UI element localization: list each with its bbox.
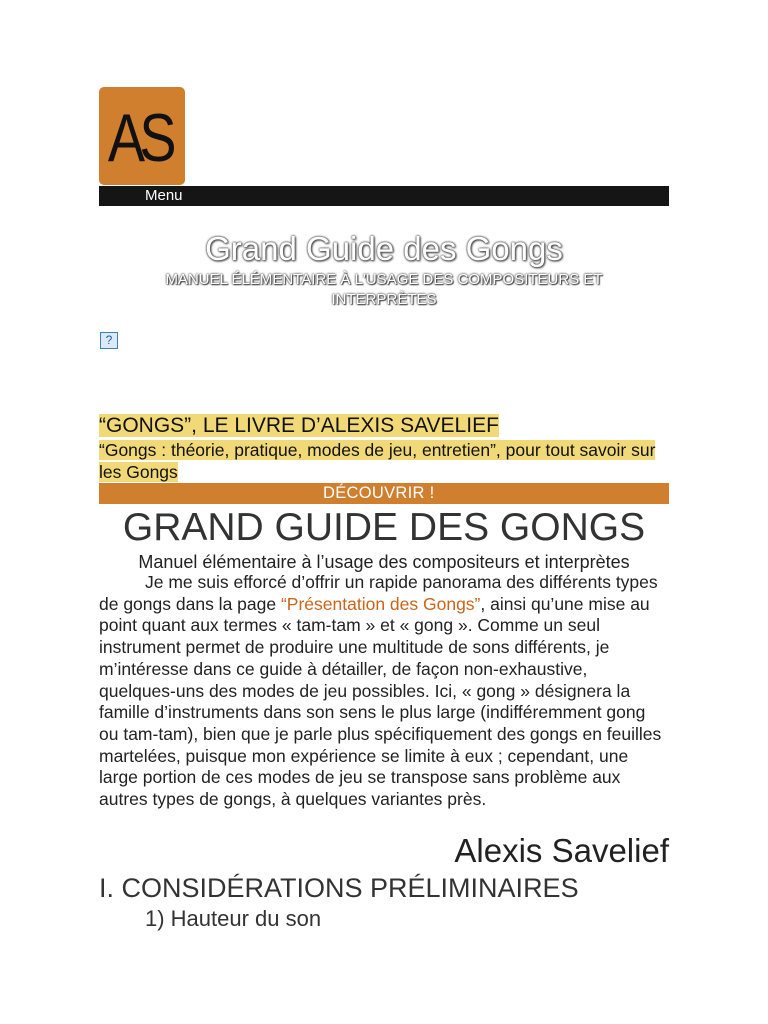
site-title[interactable]: Grand Guide des Gongs [205,230,563,267]
article-title: GRAND GUIDE DES GONGS [122,506,646,549]
broken-image-icon: ? [100,332,118,349]
author-name: Alexis Savelief [454,832,669,869]
site-subtitle: MANUEL ÉLÉMENTAIRE À L'USAGE DES COMPOSITEURS ET INTERPRÈTES [165,271,603,308]
intro-text-1: Je me suis efforcé d’offrir un rapide panorama des différents types de gongs dans la page [99,572,658,614]
article-subtitle: Manuel élémentaire à l’usage des compositeurs et interprètes [138,552,630,572]
subsection-heading: 1) Hauteur du son [145,906,322,931]
discover-button-label[interactable]: DÉCOUVRIR ! [323,484,435,502]
menu-button[interactable]: Menu [145,187,183,204]
intro-text-2: , ainsi qu’une mise au point quant aux termes « tam-tam » et « gong ». Comme un seul instrument permet de produire une multitude de sons différents, je m’intéresse dans ce guide à détailler, de façon non-exhaustive, quelques-uns des modes de jeu possibles. Ici, « gong » désignera la famille d’instruments dans son sens le plus large (indifféremment gong ou tam-tam), bien que je parle plus spécifiquement des gongs en feuilles martelées, puisque mon expérience se limite à eux ; cependant, une large portion de ces modes de jeu se transpose sans problème aux autres types de gongs, à quelques variantes près. [99,593,662,810]
promo-title-text[interactable]: “GONGS”, LE LIVRE D’ALEXIS SAVELIEF [99,414,499,437]
menu-bar[interactable] [99,186,669,206]
section-heading: I. CONSIDÉRATIONS PRÉLIMINAIRES [99,873,579,903]
promo-description [99,439,671,483]
site-logo[interactable] [99,87,185,185]
logo-text: AS [107,100,171,176]
promo-description-text: “Gongs : théorie, pratique, modes de jeu, entretien”, pour tout savoir sur les Gongs [99,440,656,482]
promo-title[interactable] [99,412,499,439]
article-intro [99,572,669,811]
discover-button[interactable] [99,483,669,504]
presentation-gongs-link[interactable]: “Présentation des Gongs” [280,593,481,614]
